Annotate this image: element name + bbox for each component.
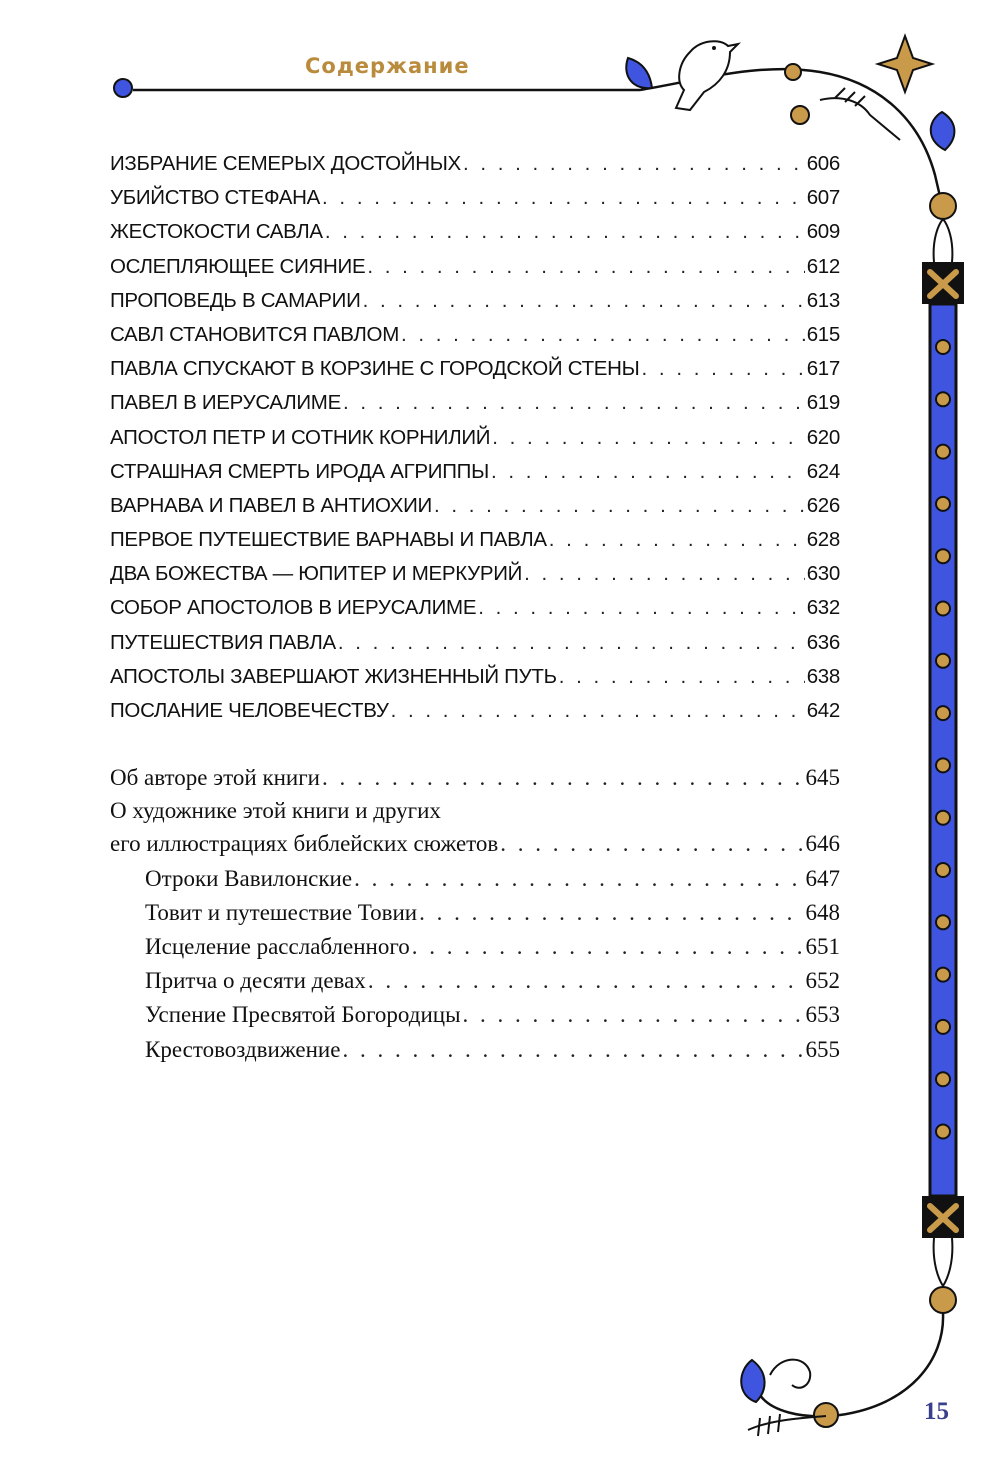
toc-entry-title: Крестовоздвижение [145, 1036, 341, 1062]
toc-entry-title: ПОСЛАНИЕ ЧЕЛОВЕЧЕСТВУ [110, 699, 389, 722]
toc-entry-page: 647 [805, 865, 840, 891]
toc-entry-page: 613 [806, 288, 840, 312]
leader-dots [492, 421, 804, 455]
toc-entry[interactable] [110, 455, 840, 489]
leaf-icon [741, 1360, 764, 1402]
toc-entry-page: 636 [806, 630, 840, 654]
toc-entry-title: ПАВЕЛ В ИЕРУСАЛИМЕ [110, 391, 341, 415]
toc-entry-title: Успение Пресвятой Богородицы [145, 1002, 461, 1028]
gold-bead-icon [936, 758, 950, 772]
leaf-icon [931, 112, 955, 150]
toc-entry-title: ПЕРВОЕ ПУТЕШЕСТВИЕ ВАРНАВЫ И ПАВЛА [110, 528, 547, 552]
toc-entry-page: 619 [806, 391, 840, 415]
toc-entry-title: ИЗБРАНИЕ СЕМЕРЫХ ДОСТОЙНЫХ [110, 152, 461, 175]
leader-dots [500, 827, 803, 861]
toc-entry-page: 620 [806, 425, 840, 449]
toc-entry-page: 606 [806, 152, 840, 175]
column-base [934, 1238, 953, 1286]
curl-ornament [770, 1360, 810, 1388]
toc-entry-title: Об авторе этой книги [110, 765, 320, 791]
gold-bead-icon [936, 1125, 950, 1139]
gold-bead-icon [930, 1287, 956, 1313]
leader-dots [322, 181, 805, 215]
toc-entry-title: ВАРНАВА И ПАВЕЛ В АНТИОХИИ [110, 493, 432, 517]
toc-entry[interactable] [110, 215, 840, 249]
toc-entry[interactable] [110, 352, 840, 386]
toc-entry-title: его иллюстрациях библейских сюжетов [110, 831, 499, 857]
table-of-contents [110, 147, 840, 1067]
toc-entry-page: 612 [806, 254, 840, 278]
leader-dots [463, 998, 804, 1032]
toc-entry-title: ДВА БОЖЕСТВА — ЮПИТЕР И МЕРКУРИЙ [110, 562, 523, 586]
toc-entry-title: УБИЙСТВО СТЕФАНА [110, 186, 321, 210]
leader-dots [524, 557, 805, 591]
page-number: 15 [924, 1398, 949, 1425]
toc-entry-page: 609 [806, 220, 840, 244]
gold-bead-icon [936, 392, 950, 406]
toc-entry[interactable] [145, 862, 840, 896]
gold-bead-icon [936, 654, 950, 668]
gold-bead-icon [936, 863, 950, 877]
gold-bead-icon [785, 64, 801, 80]
gold-bead-icon [930, 193, 956, 219]
vine-branch [820, 98, 900, 140]
toc-entry[interactable] [110, 591, 840, 625]
toc-entry[interactable] [110, 181, 840, 215]
toc-entry[interactable] [145, 964, 840, 998]
leader-dots [363, 284, 805, 318]
leader-dots [463, 147, 805, 181]
leader-dots [367, 250, 804, 284]
toc-section-appendix [110, 761, 840, 1067]
toc-entry-page: 651 [805, 933, 840, 959]
toc-entry[interactable] [110, 660, 840, 694]
toc-entry[interactable] [110, 761, 840, 795]
toc-entry-page: 617 [806, 357, 840, 381]
gold-bead-icon [791, 106, 809, 124]
gold-bead-icon [936, 968, 950, 982]
leader-dots [478, 591, 804, 625]
toc-entry-page: 628 [806, 528, 840, 552]
gold-bead-icon [936, 445, 950, 459]
toc-entry[interactable] [110, 147, 840, 181]
toc-entry-title: ПРОПОВЕДЬ В САМАРИИ [110, 288, 361, 312]
leader-dots [642, 352, 805, 386]
leader-dots [354, 862, 803, 896]
toc-entry-page: 653 [805, 1002, 840, 1028]
gold-bead-icon [936, 706, 950, 720]
toc-entry[interactable] [110, 318, 840, 352]
toc-entry-title: СОБОР АПОСТОЛОВ В ИЕРУСАЛИМЕ [110, 596, 477, 620]
gold-bead-icon [936, 549, 950, 563]
toc-entry[interactable] [110, 557, 840, 591]
toc-entry-title: АПОСТОЛЫ ЗАВЕРШАЮТ ЖИЗНЕННЫЙ ПУТЬ [110, 664, 557, 688]
toc-entry[interactable] [145, 896, 840, 930]
toc-entry-title: ЖЕСТОКОСТИ САВЛА [110, 220, 323, 244]
toc-entry-page: 642 [806, 699, 840, 722]
leader-dots [322, 761, 804, 795]
toc-entry-page: 652 [805, 968, 840, 994]
gold-bead-icon [936, 915, 950, 929]
leader-dots [342, 1033, 803, 1067]
toc-entry-page: 624 [806, 459, 840, 483]
leader-dots [368, 964, 804, 998]
toc-entry-page: 615 [806, 322, 840, 346]
toc-entry-page: 646 [805, 831, 840, 857]
leader-dots [325, 215, 805, 249]
gold-bead-icon [936, 811, 950, 825]
gold-bead-icon [936, 497, 950, 511]
leader-dots [412, 930, 804, 964]
toc-entry-page: 607 [806, 186, 840, 210]
branch-hatching [835, 88, 865, 106]
toc-entry[interactable] [110, 694, 840, 728]
blue-bead-icon [114, 79, 132, 97]
toc-entry-title: Притча о десяти девах [145, 968, 366, 994]
gold-bead-icon [936, 1072, 950, 1086]
bird-icon [676, 41, 738, 110]
gold-bead-icon [936, 340, 950, 354]
toc-entry[interactable] [145, 1033, 840, 1067]
vine-bottom [760, 1313, 943, 1416]
toc-entry-title: САВЛ СТАНОВИТСЯ ПАВЛОМ [110, 322, 399, 346]
leader-dots [338, 626, 805, 660]
toc-entry[interactable] [110, 523, 840, 557]
toc-entry-title: ОСЛЕПЛЯЮЩЕЕ СИЯНИЕ [110, 254, 366, 278]
toc-entry-title: ПАВЛА СПУСКАЮТ В КОРЗИНЕ С ГОРОДСКОЙ СТЕНЫ [110, 357, 640, 381]
toc-entry-title: Товит и путешествие Товии [145, 899, 418, 925]
leader-dots [559, 660, 805, 694]
toc-entry-page: 632 [806, 596, 840, 620]
column-cap [934, 219, 953, 262]
toc-entry[interactable] [145, 998, 840, 1032]
leader-dots [391, 694, 805, 728]
toc-entry[interactable] [110, 284, 840, 318]
toc-entry[interactable] [110, 626, 840, 660]
toc-section-chapters [110, 147, 840, 728]
toc-entry-title-line: О художнике этой книги и других [110, 798, 441, 824]
toc-entry[interactable] [110, 827, 840, 861]
toc-entry-title: ПУТЕШЕСТВИЯ ПАВЛА [110, 630, 336, 654]
toc-entry-title: Отроки Вавилонские [145, 865, 353, 891]
gold-bead-icon [936, 602, 950, 616]
leader-dots [491, 455, 805, 489]
blue-column [930, 304, 956, 1196]
toc-entry-page: 626 [806, 493, 840, 517]
toc-entry-page: 655 [805, 1036, 840, 1062]
leader-dots [419, 896, 803, 930]
toc-illustrations-list [110, 862, 840, 1067]
toc-entry-title: АПОСТОЛ ПЕТР И СОТНИК КОРНИЛИЙ [110, 425, 491, 449]
toc-entry-title: СТРАШНАЯ СМЕРТЬ ИРОДА АГРИППЫ [110, 459, 489, 483]
toc-entry-page: 645 [805, 765, 840, 791]
leader-dots [343, 386, 805, 420]
toc-entry[interactable] [110, 421, 840, 455]
gold-bead-icon [814, 1403, 838, 1427]
toc-entry[interactable] [110, 386, 840, 420]
toc-entry[interactable] [145, 930, 840, 964]
gold-bead-icon [936, 1020, 950, 1034]
leader-dots [434, 489, 805, 523]
toc-entry[interactable] [110, 250, 840, 284]
star-icon [878, 36, 932, 92]
leader-dots [549, 523, 805, 557]
toc-entry-page: 638 [806, 664, 840, 688]
leaf-icon [626, 58, 652, 88]
toc-entry-title: Исцеление расслабленного [145, 933, 410, 959]
toc-entry-page: 648 [805, 899, 840, 925]
toc-entry-page: 630 [806, 562, 840, 586]
leader-dots [401, 318, 805, 352]
page-title: Содержание [305, 54, 470, 78]
toc-entry[interactable] [110, 489, 840, 523]
